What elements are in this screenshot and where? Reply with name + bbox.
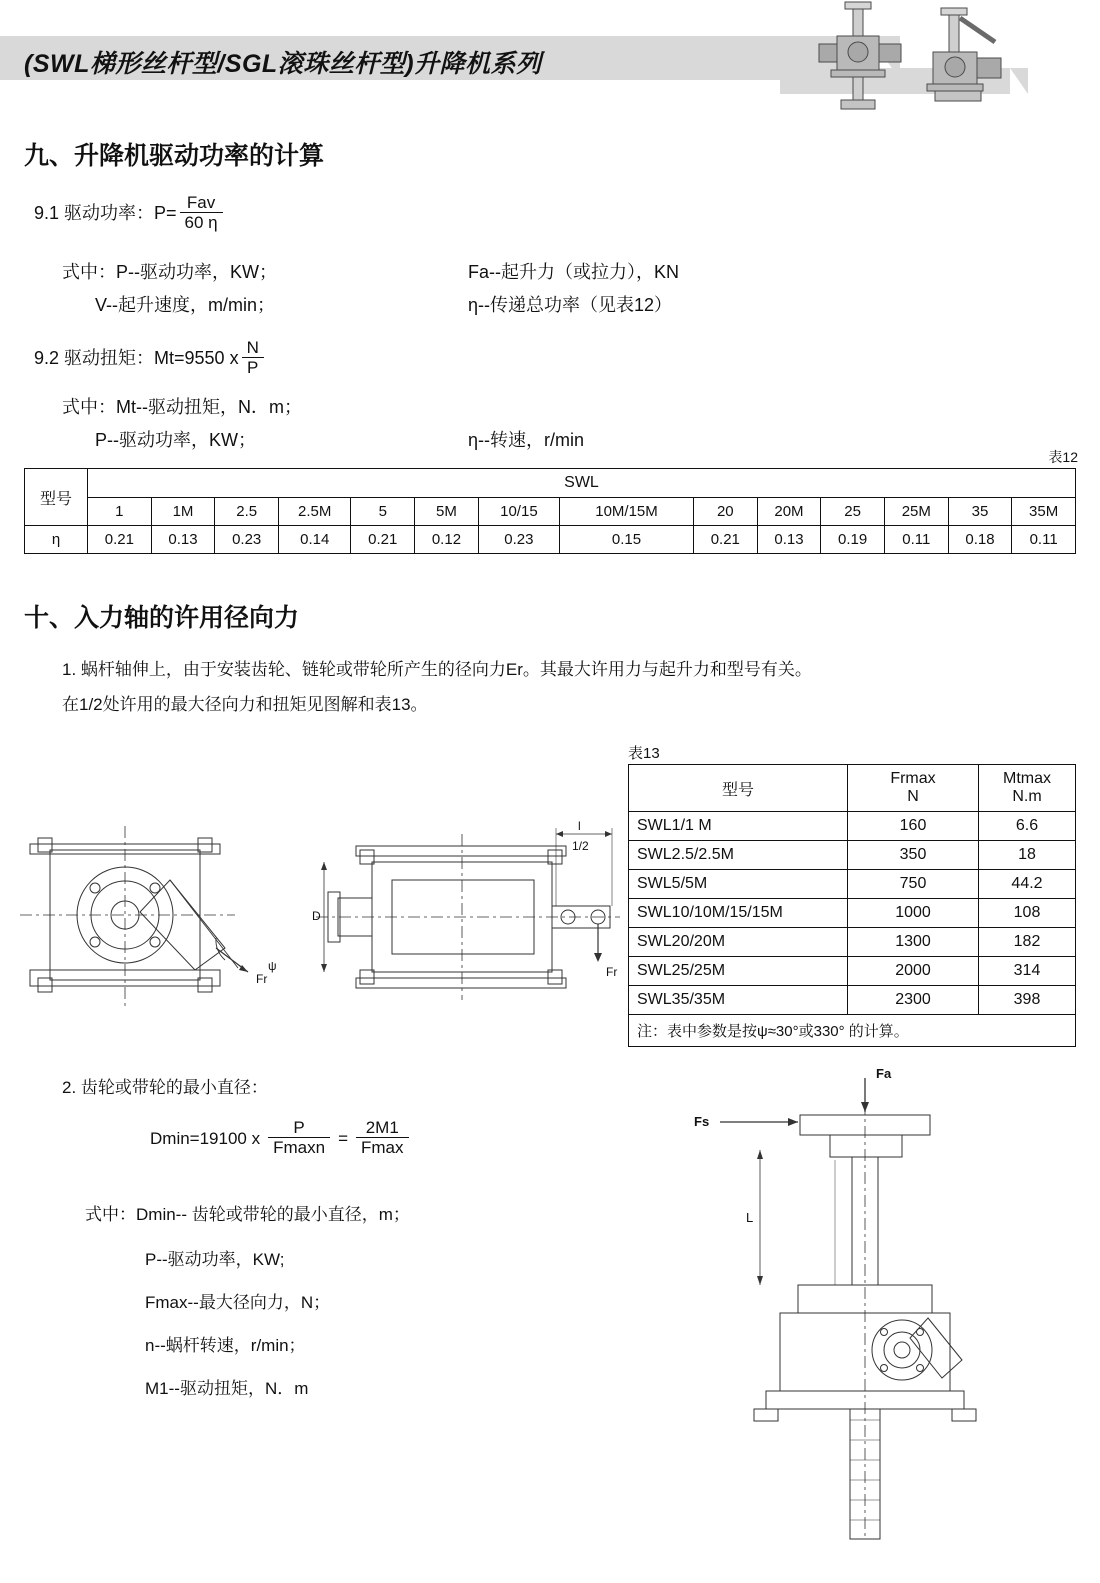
table12-model: 25 [821, 498, 885, 526]
formula-2-fraction-1 [268, 1118, 330, 1158]
formula-2-where-2: P--驱动功率，KW; [145, 1250, 285, 1269]
table-row [629, 957, 1076, 986]
table12-model: 20 [693, 498, 757, 526]
formula-9-1-where-left-2: V--起升速度，m/min； [95, 295, 275, 315]
table12-model: 1 [88, 498, 152, 526]
table12-model: 10M/15M [560, 498, 694, 526]
section-10-paragraph-2: 在1/2处许用的最大径向力和扭矩见图解和表13。 [62, 695, 428, 714]
table12-caption: 表12 [1048, 449, 1078, 465]
table12-value: 0.12 [415, 526, 479, 554]
label-half: 1/2 [572, 839, 589, 853]
table13 [628, 764, 1076, 1047]
table12-model: 2.5 [215, 498, 279, 526]
table12-value: 0.15 [560, 526, 694, 554]
table13-model: SWL2.5/2.5M [629, 841, 848, 870]
table12-value: 0.21 [88, 526, 152, 554]
table13-header-model: 型号 [629, 765, 848, 812]
table13-frmax: 2000 [848, 957, 979, 986]
table-row [629, 812, 1076, 841]
formula-2-lhs: Dmin=19100 x [150, 1129, 261, 1148]
table13-mtmax: 314 [979, 957, 1076, 986]
label-d: D [312, 909, 321, 923]
table13-mtmax: 44.2 [979, 870, 1076, 899]
formula-2-f2-numerator: 2M1 [365, 1118, 399, 1137]
table13-frmax: 1000 [848, 899, 979, 928]
formula-2-f2-denominator: Fmax [356, 1137, 409, 1158]
label-fa: Fa [876, 1066, 892, 1081]
table13-mtmax: 398 [979, 986, 1076, 1015]
formula-2-where-5: M1--驱动扭矩，N．m [145, 1379, 309, 1398]
table12-model: 10/15 [478, 498, 559, 526]
table13-frmax: 2300 [848, 986, 979, 1015]
jack-load-drawing [680, 1060, 1080, 1560]
table12-model: 5M [415, 498, 479, 526]
table13-model: SWL5/5M [629, 870, 848, 899]
table13-caption: 表13 [628, 745, 660, 762]
section-9-title: 九、升降机驱动功率的计算 [24, 142, 325, 170]
formula-2-where-4: n--蜗杆转速，r/min； [145, 1336, 306, 1355]
formula-9-2-label: 9.2 驱动扭矩：Mt=9550 x [34, 348, 239, 368]
table12-model: 35 [948, 498, 1012, 526]
table13-header-frmax-line1: Frmax [890, 770, 936, 787]
page-title: (SWL梯形丝杆型/SGL滚珠丝杆型)升降机系列 [24, 50, 542, 78]
formula-2-title: 2. 齿轮或带轮的最小直径： [62, 1078, 268, 1097]
table-row [629, 928, 1076, 957]
formula-2-equation [150, 1118, 417, 1158]
formula-9-1 [34, 193, 226, 233]
table12-value: 0.23 [215, 526, 279, 554]
table13-model: SWL1/1 M [629, 812, 848, 841]
formula-9-2-where-right-1: η--转速，r/min [468, 430, 584, 450]
table13-model: SWL10/10M/15/15M [629, 899, 848, 928]
formula-9-2-where-left-2: P--驱动功率，KW； [95, 430, 256, 450]
table13-model: SWL35/35M [629, 986, 848, 1015]
table13-header-row [629, 765, 1076, 812]
table13-note: 注：表中参数是按ψ≈30°或330° 的计算。 [629, 1015, 1076, 1047]
formula-9-2-denominator: P [242, 357, 264, 378]
formula-9-1-where-left-1: 式中：P--驱动功率，KW； [62, 262, 277, 282]
table12-header-row-2 [25, 498, 1076, 526]
table12-model: 35M [1012, 498, 1076, 526]
table-row [629, 986, 1076, 1015]
formula-9-1-where-right-1: Fa--起升力（或拉力），KN [468, 262, 679, 282]
table12-data-row [25, 526, 1076, 554]
formula-2-f1-numerator: P [293, 1118, 305, 1137]
section-10-paragraph-1: 1. 蜗杆轴伸上，由于安装齿轮、链轮或带轮所产生的径向力Er。其最大许用力与起升力和型号有关。 [62, 660, 812, 679]
table-row [629, 841, 1076, 870]
formula-9-2 [34, 338, 267, 378]
page-header [0, 0, 1100, 105]
screw-jack-illustration [815, 0, 1015, 112]
formula-9-2-fraction [242, 338, 264, 378]
table13-header-mtmax-line2: N.m [1012, 788, 1042, 805]
formula-9-1-fraction [180, 193, 223, 233]
label-psi: ψ [268, 959, 277, 973]
formula-2-f1-denominator: Fmaxn [268, 1137, 330, 1158]
table13-header-frmax [848, 765, 979, 812]
label-fr-right: Fr [606, 965, 618, 979]
section-10-title: 十、入力轴的许用径向力 [24, 604, 300, 632]
table-row [629, 870, 1076, 899]
formula-2-where-3: Fmax--最大径向力，N； [145, 1293, 331, 1312]
table13-frmax: 160 [848, 812, 979, 841]
table12-model: 25M [884, 498, 948, 526]
table12-value: 0.14 [279, 526, 351, 554]
table12 [24, 468, 1076, 554]
formula-9-2-where-left-1: 式中：Mt--驱动扭矩，N．m； [62, 397, 302, 417]
table12-row-label: η [25, 526, 88, 554]
worm-shaft-drawing [20, 820, 620, 1040]
table12-value: 0.11 [884, 526, 948, 554]
label-fs: Fs [694, 1114, 710, 1129]
formula-9-1-numerator: Fav [186, 193, 216, 212]
table13-header-mtmax-line1: Mtmax [1003, 770, 1051, 787]
table13-header-frmax-line2: N [907, 788, 919, 805]
table13-frmax: 350 [848, 841, 979, 870]
table12-value: 0.11 [1012, 526, 1076, 554]
table12-value: 0.21 [693, 526, 757, 554]
label-l-dimension: L [746, 1210, 754, 1225]
table13-mtmax: 6.6 [979, 812, 1076, 841]
table12-value: 0.18 [948, 526, 1012, 554]
table12-value: 0.19 [821, 526, 885, 554]
formula-2-fraction-2 [356, 1118, 409, 1158]
table12-model: 20M [757, 498, 821, 526]
formula-9-1-label: 9.1 驱动功率：P= [34, 203, 177, 223]
label-fr-left: Fr [256, 972, 268, 986]
formula-2-where-1: 式中：Dmin-- 齿轮或带轮的最小直径，m； [85, 1205, 410, 1224]
table12-model: 5 [351, 498, 415, 526]
table12-value: 0.13 [151, 526, 215, 554]
table12-value: 0.21 [351, 526, 415, 554]
table12-group-label: SWL [88, 469, 1076, 498]
table-row [629, 899, 1076, 928]
table13-mtmax: 108 [979, 899, 1076, 928]
label-l: l [578, 820, 581, 833]
table12-value: 0.23 [478, 526, 559, 554]
table12-model: 1M [151, 498, 215, 526]
table12-corner-label: 型号 [25, 469, 88, 526]
table13-header-mtmax [979, 765, 1076, 812]
table12-model: 2.5M [279, 498, 351, 526]
formula-9-1-denominator: 60 η [180, 212, 223, 233]
formula-2-equals: = [338, 1129, 348, 1148]
table12-header-row-1 [25, 469, 1076, 498]
table13-mtmax: 182 [979, 928, 1076, 957]
table13-note-row [629, 1015, 1076, 1047]
formula-9-2-numerator: N [246, 338, 259, 357]
table13-model: SWL20/20M [629, 928, 848, 957]
table13-frmax: 750 [848, 870, 979, 899]
table13-mtmax: 18 [979, 841, 1076, 870]
table12-value: 0.13 [757, 526, 821, 554]
table13-model: SWL25/25M [629, 957, 848, 986]
table13-frmax: 1300 [848, 928, 979, 957]
formula-9-1-where-right-2: η--传递总功率（见表12） [468, 295, 673, 315]
